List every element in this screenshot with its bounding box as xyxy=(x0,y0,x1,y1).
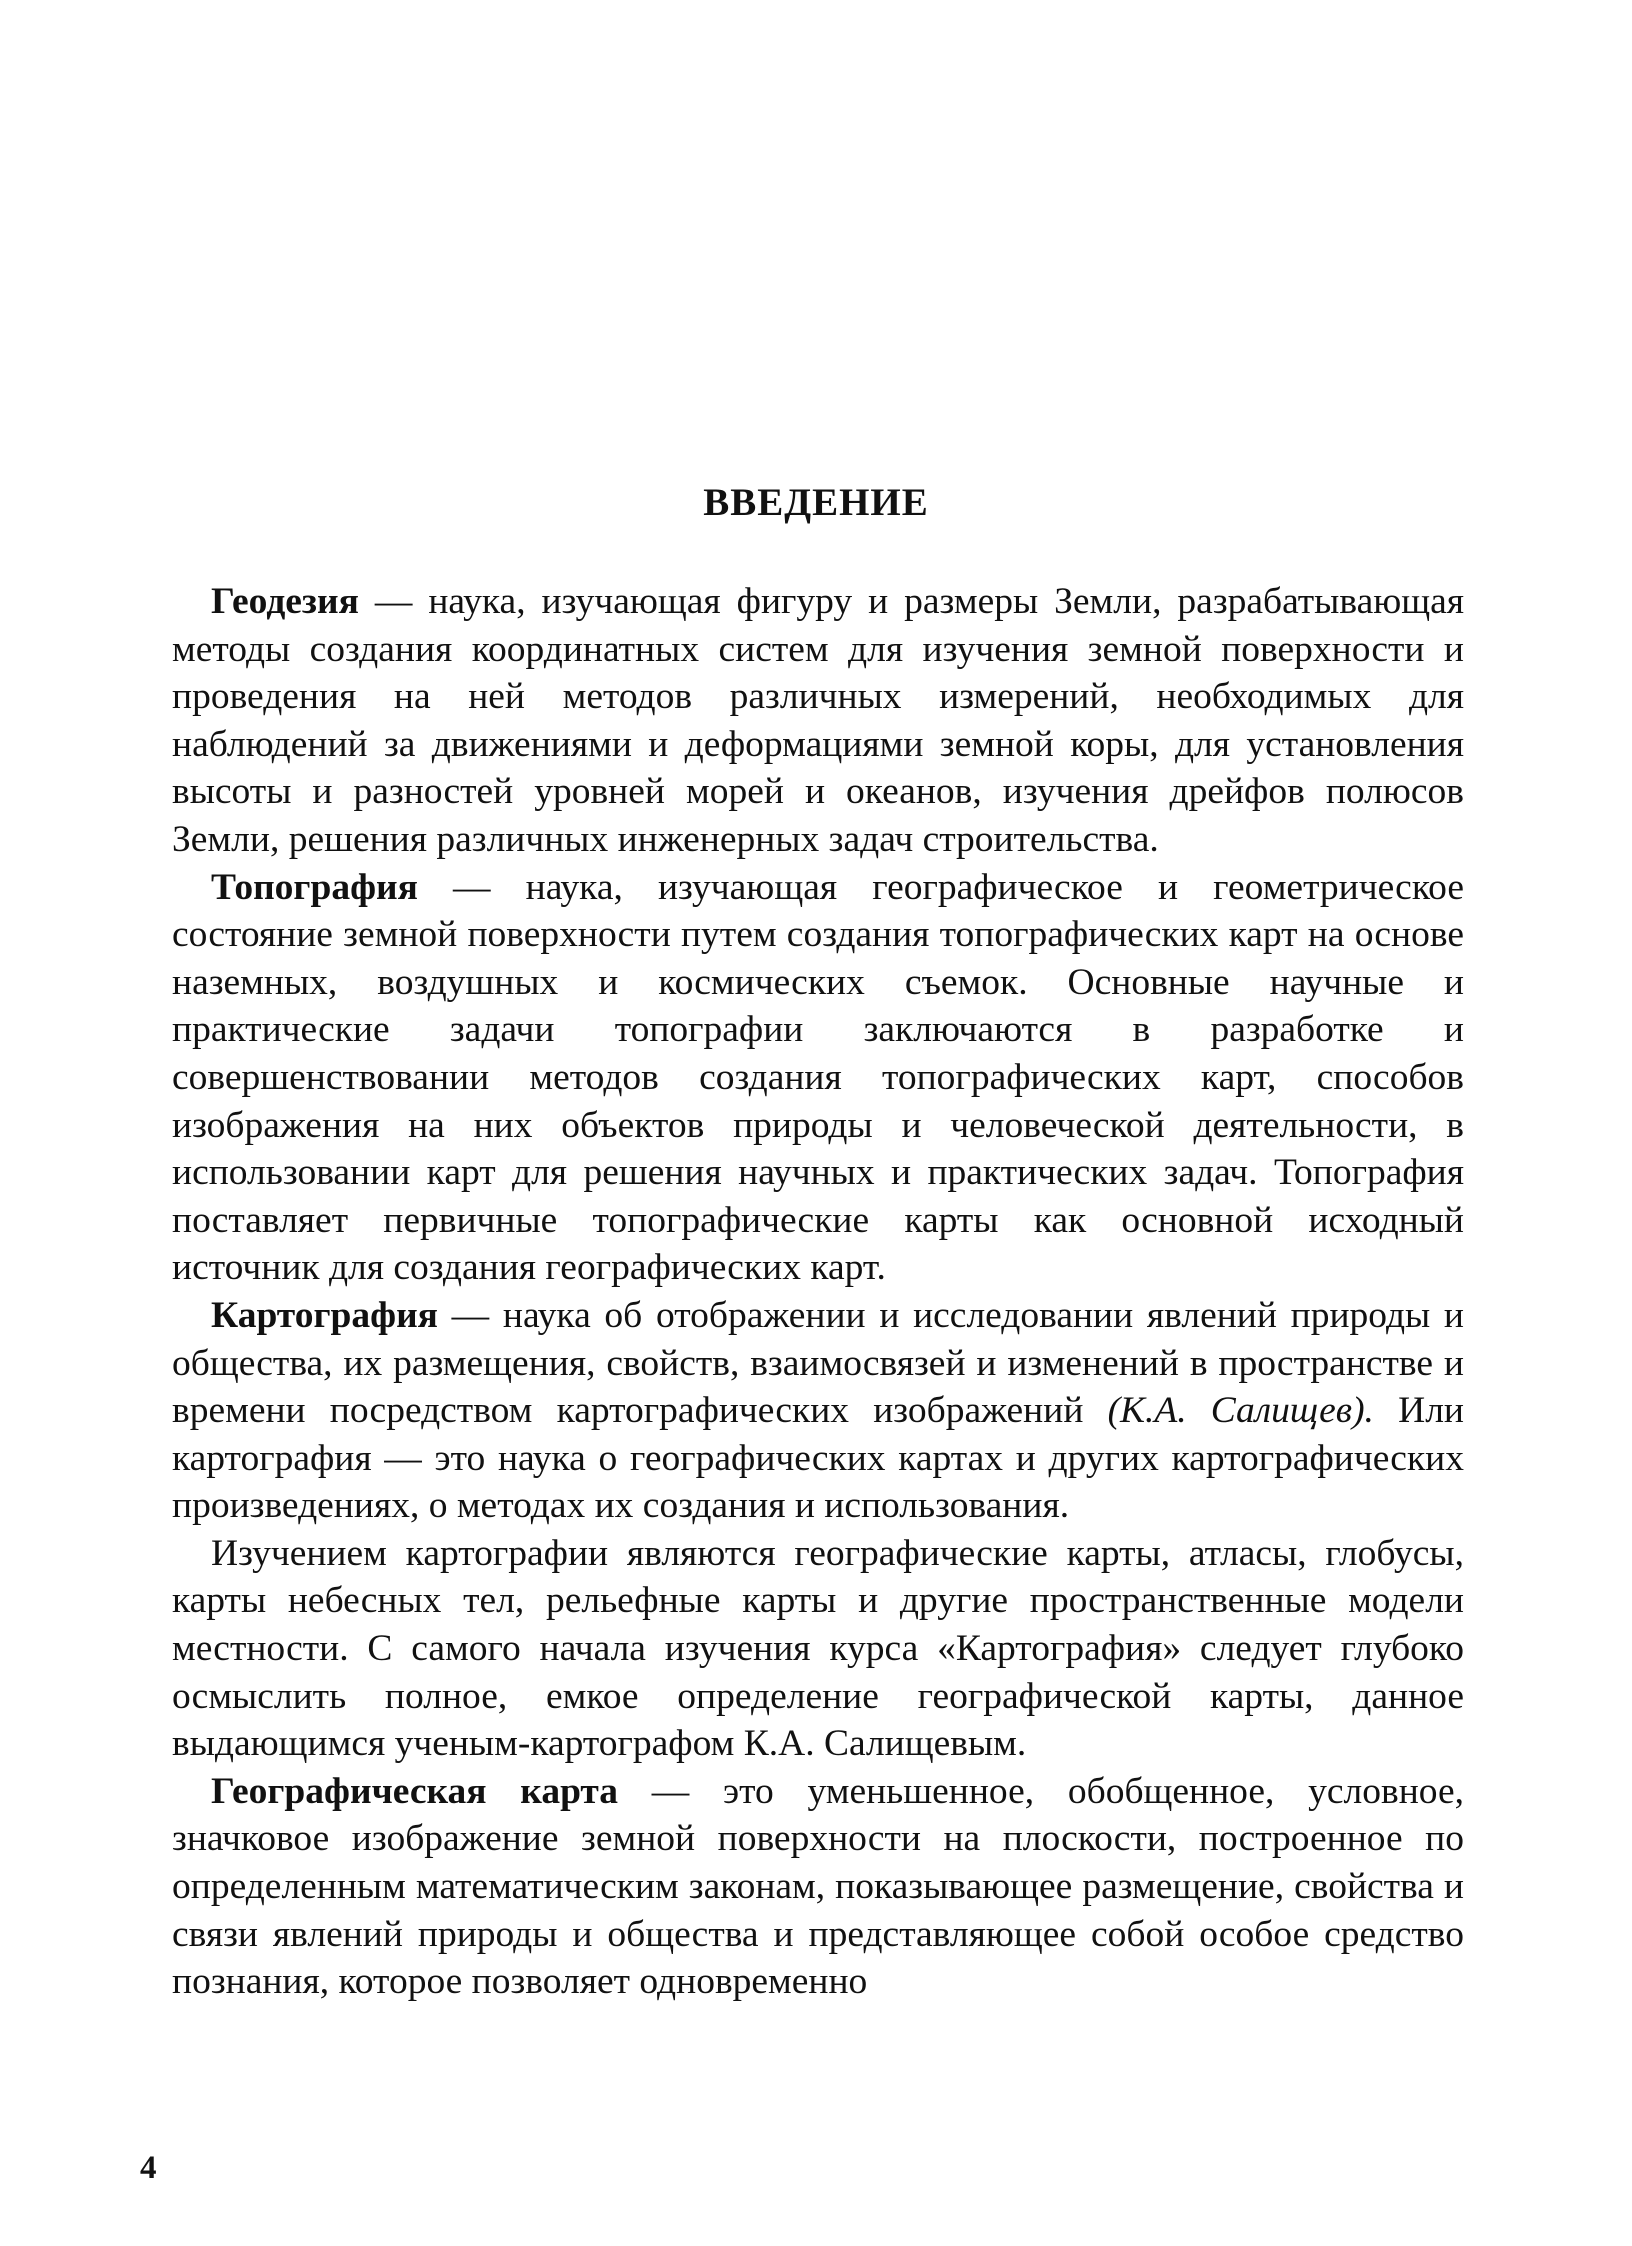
paragraph-study-objects xyxy=(172,1530,1464,1768)
term-topography: Топография xyxy=(211,866,418,908)
study-objects-text: Изучением картографии являются географические карты, атласы, глобусы, карты небесных тел, рельефные карты и другие пространственные модели местности. С самого начала изучения курса «Картография» следует глубоко осмыслить полное, емкое определение географической карты, данное выдающимся ученым-картографом К.А. Салищевым. xyxy=(172,1532,1464,1765)
definition-topography: — наука, изучающая географическое и геометрическое состояние земной поверхности путем создания топографических карт на основе наземных, воздушных и космических съемок. Основные научные и практические задачи топографии заключаются в разработке и совершенствовании методов создания топографических карт, способов изображения на них объектов природы и человеческой деятельности, в использовании карт для решения научных и практических задач. Топография поставляет первичные топографические карты как основной исходный источник для создания географических карт. xyxy=(172,866,1464,1289)
definition-cartography: — наука об отображении и исследовании явлений природы и общества, их размещения, свойств, взаимосвязей и изменений в пространстве и времени посредством картографических изображений xyxy=(172,1294,1464,1432)
term-cartography: Картография xyxy=(211,1294,438,1336)
definition-geographic-map: — это уменьшенное, обобщенное, условное, значковое изображение земной поверхности на плоскости, построенное по определенным математическим законам, показывающее размещение, свойства и связи явлений природы и общества и представляющее собой особое средство познания, которое позволяет одновременно xyxy=(172,1770,1464,2003)
term-geographic-map: Географическая карта xyxy=(211,1770,619,1812)
page-number: 4 xyxy=(140,2150,157,2186)
definition-geodesy: — наука, изучающая фигуру и размеры Земли, разрабатывающая методы создания координатных систем для изучения земной поверхности и проведения на ней методов различных измерений, необходимых для наблюдений за движениями и деформациями земной коры, для установления высоты и разностей уровней морей и океанов, изучения дрейфов полюсов Земли, решения различных инженерных задач строительства. xyxy=(172,581,1464,860)
paragraph-geodesy xyxy=(172,578,1464,864)
paragraph-cartography xyxy=(172,1292,1464,1530)
page-title: ВВЕДЕНИЕ xyxy=(703,481,929,524)
paragraph-geographic-map xyxy=(172,1768,1464,2006)
paragraph-topography xyxy=(172,864,1464,1292)
term-geodesy: Геодезия xyxy=(211,581,359,622)
citation-salishchev: (К.А. Салищев). xyxy=(1107,1390,1374,1432)
definition-cartography-continued: Или картография — это наука о географических картах и других картографических произведениях, о методах их создания и использования. xyxy=(172,1390,1464,1527)
body-text xyxy=(172,578,1464,2006)
